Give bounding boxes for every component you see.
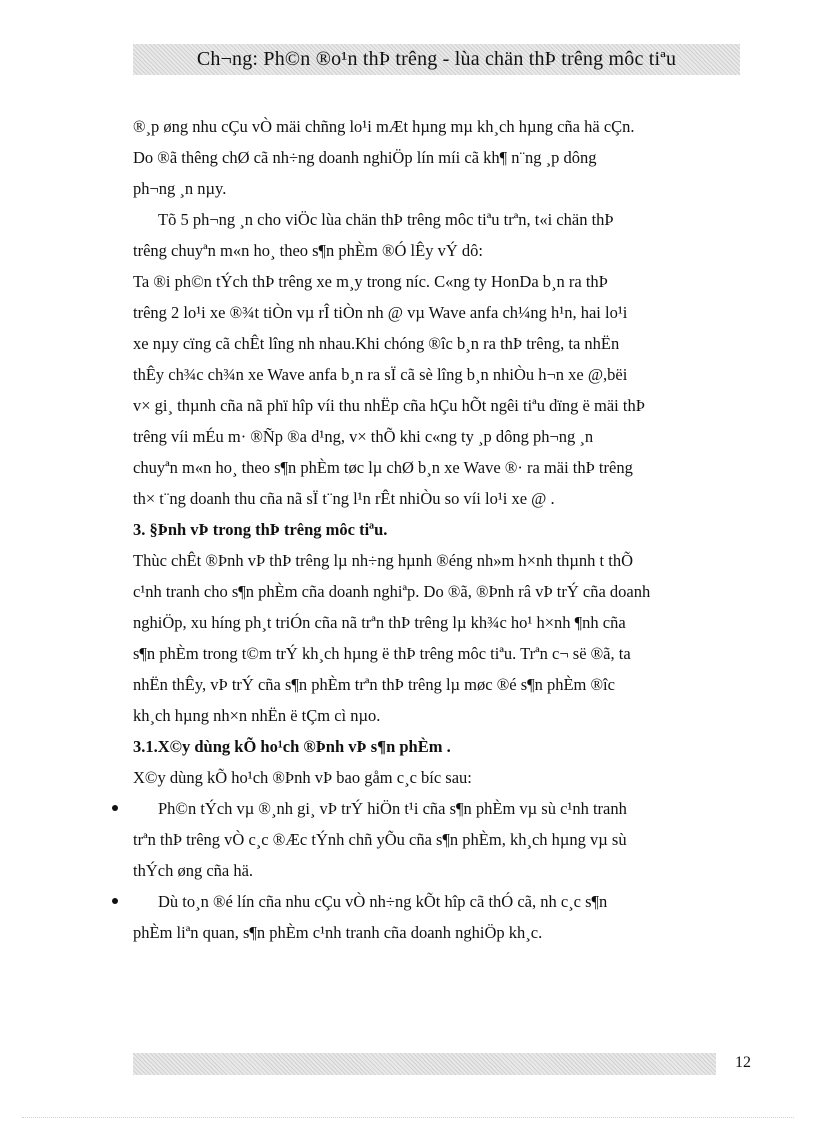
text-line: Ph©n tÝch vµ ®¸nh gi¸ vÞ trÝ hiÖn t¹i cña s¶n phÈm vµ sù c¹nh tranh bbox=[158, 799, 627, 818]
section-heading: 3. §Þnh vÞ trong thÞ trêng môc tiªu. bbox=[133, 520, 388, 539]
text-line: trêng 2 lo¹i xe ®¾t tiÒn vµ rÎ tiÒn nh @ vµ Wave anfa ch¼ng h¹n, hai lo¹i bbox=[133, 303, 628, 322]
text-line: Thùc chÊt ®Þnh vÞ thÞ trêng lµ nh÷ng hµnh ®éng nh»m h×nh thµnh t thÕ bbox=[133, 551, 634, 570]
page-number: 12 bbox=[735, 1054, 751, 1071]
text-line: thÝch øng cña hä. bbox=[133, 861, 254, 880]
header-bar bbox=[133, 44, 740, 75]
subsection-heading: 3.1.X©y dùng kÕ ho¹ch ®Þnh vÞ s¶n phÈm . bbox=[133, 737, 451, 756]
text-line: nghiÖp, xu híng ph¸t triÓn cña nã trªn thÞ trêng lµ kh¾c ho¹ h×nh ¶nh cña bbox=[133, 613, 626, 632]
text-line: nhËn thÊy, vÞ trÝ cña s¶n phÈm trªn thÞ trêng lµ møc ®é s¶n phÈm ®îc bbox=[133, 675, 615, 694]
text-line: kh¸ch hµng nh×n nhËn ë tÇm cì nµo. bbox=[133, 706, 381, 725]
bullet-item bbox=[133, 886, 741, 917]
text-line: Dù to¸n ®é lín cña nhu cÇu vÒ nh÷ng kÕt hîp cã thÓ cã, nh c¸c s¶n bbox=[158, 892, 608, 911]
text-line: ®¸p øng nhu cÇu vÒ mäi chñng lo¹i mÆt hµng mµ kh¸ch hµng cña hä cÇn. bbox=[133, 117, 635, 136]
text-line: chuyªn m«n ho¸ theo s¶n phÈm tøc lµ chØ b¸n xe Wave ®· ra mäi thÞ trêng bbox=[133, 458, 633, 477]
text-line: xe nµy cïng cã chÊt lîng nh nhau.Khi chóng ®îc b¸n ra thÞ trêng, ta nhËn bbox=[133, 334, 620, 353]
bullet-icon bbox=[112, 805, 118, 811]
text-line: v× gi¸ thµnh cña nã phï hîp víi thu nhËp cña hÇu hÕt ngêi tiªu dïng ë mäi thÞ bbox=[133, 396, 645, 415]
text-line: ph¬ng ¸n nµy. bbox=[133, 179, 227, 198]
text-line: c¹nh tranh cho s¶n phÈm cña doanh nghiªp. Do ®ã, ®Þnh râ vÞ trÝ cña doanh bbox=[133, 582, 651, 601]
text-line: s¶n phÈm trong t©m trÝ kh¸ch hµng ë thÞ trêng môc tiªu. Trªn c¬ së ®ã, ta bbox=[133, 644, 631, 663]
bullet-item bbox=[133, 793, 741, 824]
footer-bar bbox=[133, 1053, 716, 1075]
text-line: thÊy ch¾c ch¾n xe Wave anfa b¸n ra sÏ cã sè lîng b¸n nhiÒu h¬n xe @,bëi bbox=[133, 365, 628, 384]
text-line: trªn thÞ trêng vÒ c¸c ®Æc tÝnh chñ yÕu cña s¶n phÈm, kh¸ch hµng vµ sù bbox=[133, 830, 627, 849]
bullet-icon bbox=[112, 898, 118, 904]
page-body bbox=[133, 111, 741, 948]
text-line: phÈm liªn quan, s¶n phÈm c¹nh tranh cña doanh nghiÖp kh¸c. bbox=[133, 923, 543, 942]
text-line: Tõ 5 ph¬ng ¸n cho viÖc lùa chän thÞ trêng môc tiªu trªn, t«i chän thÞ bbox=[158, 210, 614, 229]
text-line: X©y dùng kÕ ho¹ch ®Þnh vÞ bao gåm c¸c bíc sau: bbox=[133, 768, 472, 787]
text-line: Do ®ã thêng chØ cã nh÷ng doanh nghiÖp lín míi cã kh¶ n¨ng ¸p dông bbox=[133, 148, 597, 167]
text-line: trêng víi mÉu m· ®Ñp ®a d¹ng, v× thÕ khi c«ng ty ¸p dông ph¬ng ¸n bbox=[133, 427, 594, 446]
text-line: trêng chuyªn m«n ho¸ theo s¶n phÈm ®Ó lÊy vÝ dô: bbox=[133, 241, 483, 260]
chapter-title: Ch¬ng: Ph©n ®o¹n thÞ trêng - lùa chän thÞ trêng môc tiªu bbox=[196, 48, 677, 70]
text-line: Ta ®i ph©n tÝch thÞ trêng xe m¸y trong níc. C«ng ty HonDa b¸n ra thÞ bbox=[133, 272, 608, 291]
text-line: th× t¨ng doanh thu cña nã sÏ t¨ng l¹n rÊt nhiÒu so víi lo¹i xe @ . bbox=[133, 489, 555, 508]
page-edge-divider bbox=[22, 1117, 794, 1118]
